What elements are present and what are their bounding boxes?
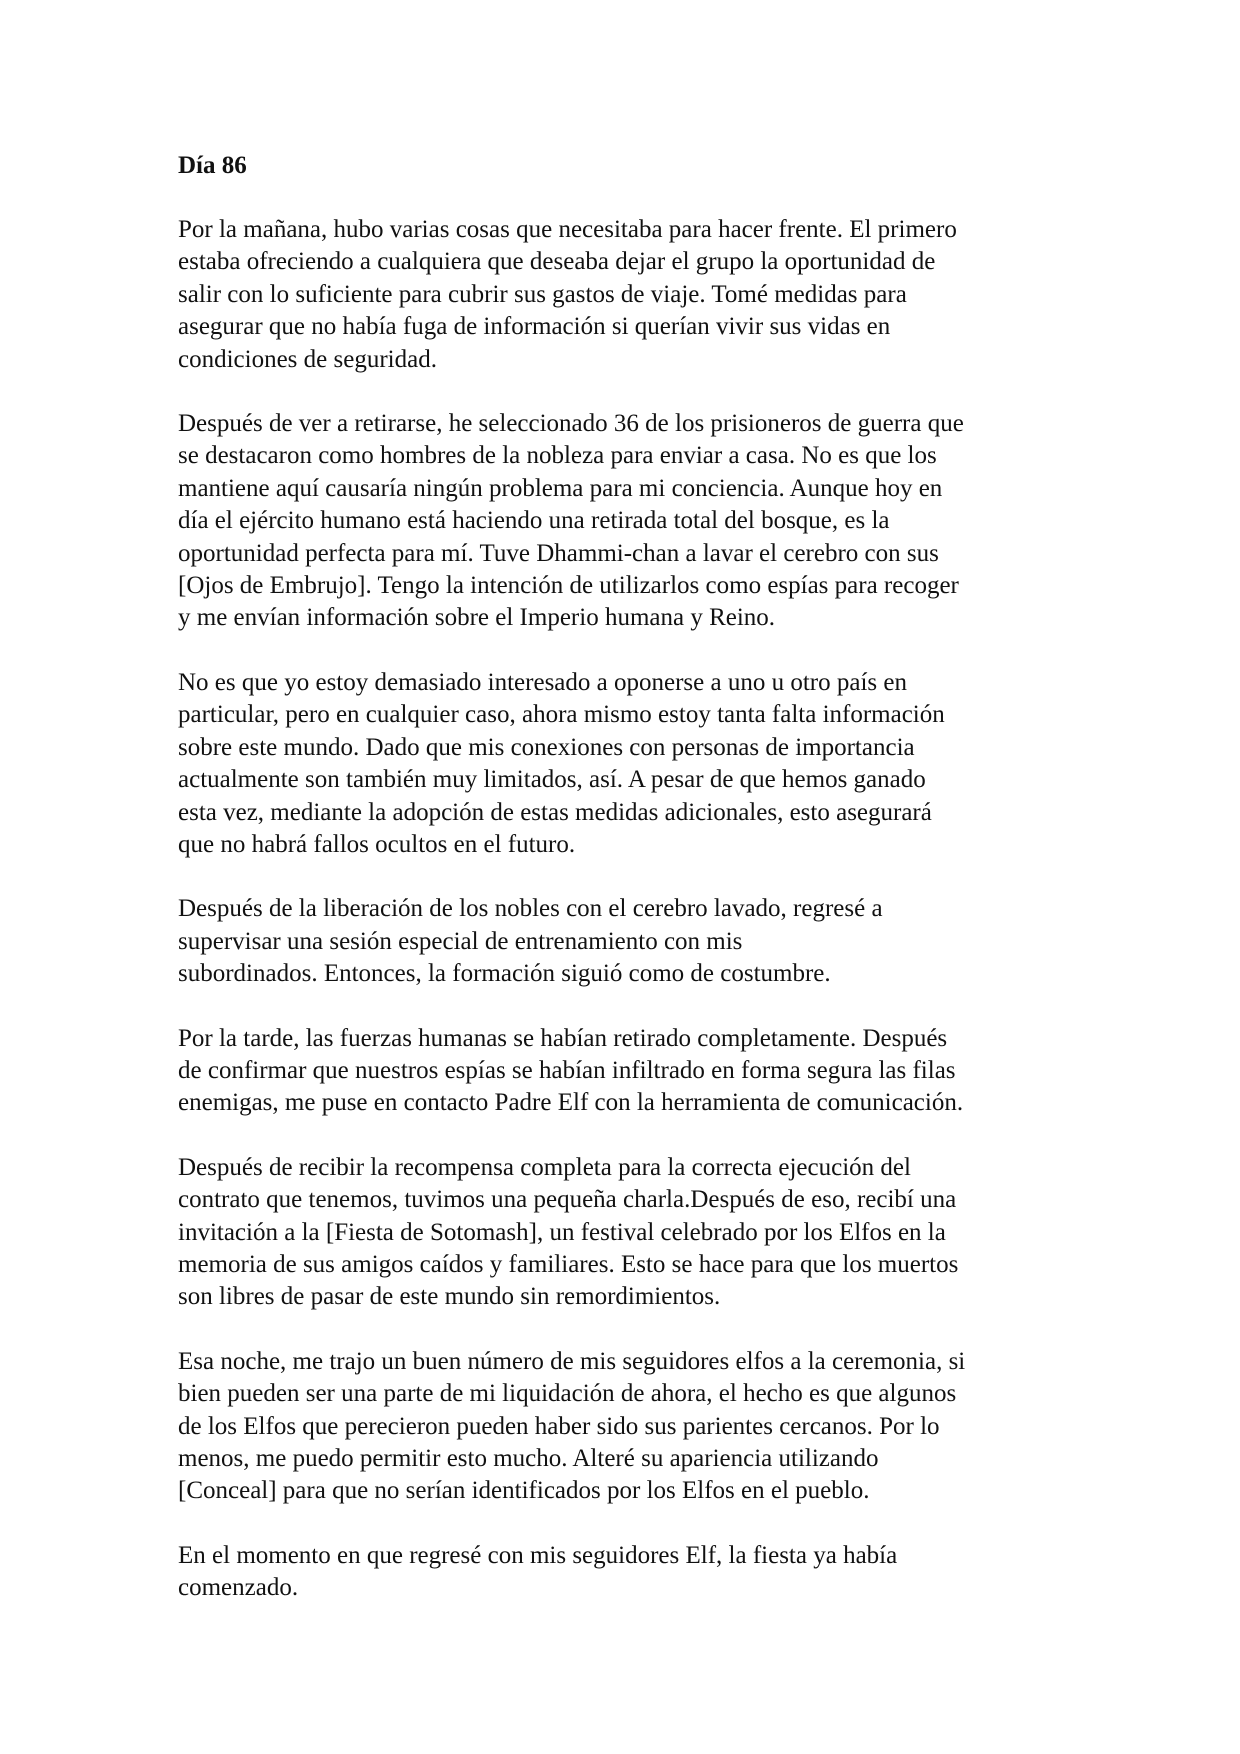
text-line: comenzado. xyxy=(178,1574,299,1602)
paragraph xyxy=(178,667,1078,861)
text-line: estaba ofreciendo a cualquiera que deseaba dejar el grupo la oportunidad de xyxy=(178,248,936,276)
text-line: Después de ver a retirarse, he seleccionado 36 de los prisioneros de guerra que xyxy=(178,410,964,438)
text-line: En el momento en que regresé con mis seguidores Elf, la fiesta ya había xyxy=(178,1541,898,1569)
paragraph-spacer xyxy=(178,1314,1078,1346)
text-line: se destacaron como hombres de la nobleza para enviar a casa. No es que los xyxy=(178,442,937,470)
text-line: invitación a la [Fiesta de Sotomash], un festival celebrado por los Elfos en la xyxy=(178,1218,946,1246)
text-line: de confirmar que nuestros espías se habían infiltrado en forma segura las filas xyxy=(178,1056,956,1084)
text-line: contrato que tenemos, tuvimos una pequeña charla.Después de eso, recibí una xyxy=(178,1186,957,1214)
text-line: memoria de sus amigos caídos y familiares. Esto se hace para que los muertos xyxy=(178,1250,959,1278)
paragraph-spacer xyxy=(178,376,1078,408)
text-line: supervisar una sesión especial de entrenamiento con mis xyxy=(178,927,743,955)
paragraph xyxy=(178,214,1078,376)
text-line: subordinados. Entonces, la formación siguió como de costumbre. xyxy=(178,960,831,988)
paragraph xyxy=(178,1152,1078,1314)
paragraph xyxy=(178,1540,1078,1605)
paragraph-spacer xyxy=(178,861,1078,893)
text-line: Después de la liberación de los nobles con el cerebro lavado, regresé a xyxy=(178,895,883,923)
text-line: [Ojos de Embrujo]. Tengo la intención de utilizarlos como espías para recoger xyxy=(178,572,959,600)
page-title: Día 86 xyxy=(178,152,247,179)
text-line: esta vez, mediante la adopción de estas medidas adicionales, esto asegurará xyxy=(178,798,932,826)
text-line: actualmente son también muy limitados, así. A pesar de que hemos ganado xyxy=(178,766,926,794)
text-line: oportunidad perfecta para mí. Tuve Dhammi-chan a lavar el cerebro con sus xyxy=(178,539,939,567)
paragraph-list xyxy=(178,214,1078,1605)
text-line: que no habrá fallos ocultos en el futuro. xyxy=(178,830,576,858)
text-line: condiciones de seguridad. xyxy=(178,345,437,373)
text-line: sobre este mundo. Dado que mis conexiones con personas de importancia xyxy=(178,733,915,761)
text-line: Por la mañana, hubo varias cosas que necesitaba para hacer frente. El primero xyxy=(178,216,957,243)
paragraph-spacer xyxy=(178,635,1078,667)
text-line: salir con lo suficiente para cubrir sus gastos de viaje. Tomé medidas para xyxy=(178,280,907,308)
text-line: y me envían información sobre el Imperio humana y Reino. xyxy=(178,604,776,632)
text-line: Por la tarde, las fuerzas humanas se habían retirado completamente. Después xyxy=(178,1024,948,1052)
paragraph-spacer xyxy=(178,1508,1078,1540)
text-line: No es que yo estoy demasiado interesado a oponerse a uno u otro país en xyxy=(178,668,907,696)
paragraph xyxy=(178,1023,1078,1120)
text-line: son libres de pasar de este mundo sin remordimientos. xyxy=(178,1283,721,1311)
paragraph-spacer xyxy=(178,1120,1078,1152)
text-line: [Conceal] para que no serían identificados por los Elfos en el pueblo. xyxy=(178,1477,870,1505)
text-line: particular, pero en cualquier caso, ahora mismo estoy tanta falta información xyxy=(178,701,945,729)
paragraph-spacer xyxy=(178,991,1078,1023)
text-line: Después de recibir la recompensa completa para la correcta ejecución del xyxy=(178,1153,911,1181)
document-body xyxy=(178,150,1078,1605)
text-line: mantiene aquí causaría ningún problema para mi conciencia. Aunque hoy en xyxy=(178,474,943,502)
text-line: bien pueden ser una parte de mi liquidación de ahora, el hecho es que algunos xyxy=(178,1380,957,1408)
text-line: enemigas, me puse en contacto Padre Elf con la herramienta de comunicación. xyxy=(178,1089,964,1117)
text-line: Esa noche, me trajo un buen número de mis seguidores elfos a la ceremonia, si xyxy=(178,1347,966,1375)
paragraph xyxy=(178,893,1078,990)
text-line: menos, me puedo permitir esto mucho. Alteré su apariencia utilizando xyxy=(178,1445,879,1472)
paragraph xyxy=(178,1346,1078,1508)
text-line: día el ejército humano está haciendo una retirada total del bosque, es la xyxy=(178,507,890,535)
paragraph xyxy=(178,408,1078,635)
text-line: asegurar que no había fuga de información si querían vivir sus vidas en xyxy=(178,313,891,341)
text-line: de los Elfos que perecieron pueden haber sido sus parientes cercanos. Por lo xyxy=(178,1412,940,1440)
